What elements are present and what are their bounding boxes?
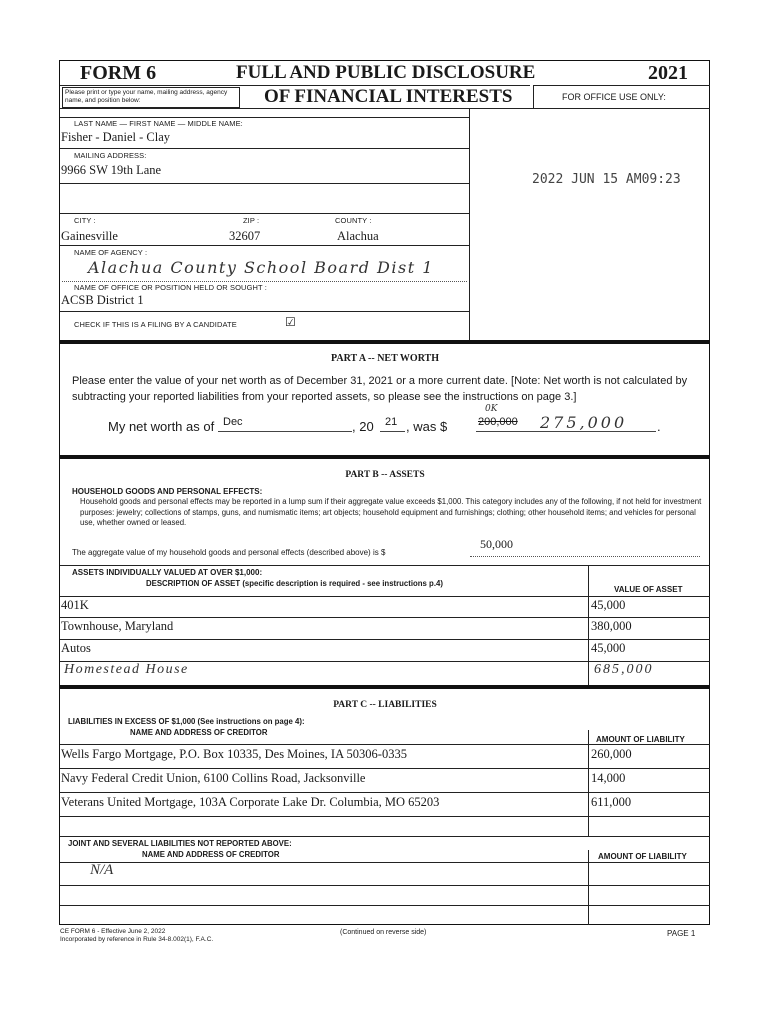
asset-value: 45,000 bbox=[591, 641, 626, 655]
asset-value: 380,000 bbox=[591, 619, 632, 633]
networth-period: . bbox=[657, 419, 661, 434]
aggregate-prefix: The aggregate value of my household goods and personal effects (described above) is $ bbox=[72, 548, 386, 557]
part-b-top-rule bbox=[60, 455, 710, 459]
liability-creditor: Navy Federal Credit Union, 6100 Collins Road, Jacksonville bbox=[61, 771, 366, 785]
liability-amount: 14,000 bbox=[591, 771, 626, 785]
asset-desc: Homestead House bbox=[64, 662, 189, 677]
mailing2-rule bbox=[60, 213, 470, 214]
joint-row2-top bbox=[60, 885, 710, 886]
header-bottom-rule bbox=[60, 108, 710, 109]
name-label: LAST NAME — FIRST NAME — MIDDLE NAME: bbox=[74, 119, 243, 128]
part-c-title: PART C -- LIABILITIES bbox=[333, 700, 437, 710]
zip-label: ZIP : bbox=[243, 216, 260, 225]
county-value: Alachua bbox=[337, 229, 379, 243]
assets-col-divider bbox=[588, 565, 589, 685]
joint-heading: JOINT AND SEVERAL LIABILITIES NOT REPORTED ABOVE: bbox=[68, 839, 292, 848]
networth-amount: 275,000 bbox=[540, 413, 628, 432]
joint-row3-top bbox=[60, 905, 710, 906]
networth-was: , was $ bbox=[406, 419, 448, 434]
household-text: Household goods and personal effects may be reported in a lump sum if their aggregate value exceeds $1,000. This category includes any of the following, if not held for investment purposes: jewelry; collections of stamps, guns, and numismatic items; art objects; household equipment and furnishings; clothing; other household items; and vehicles for personal use, whether owned or leased. bbox=[80, 497, 702, 527]
asset-row1-top bbox=[60, 596, 710, 597]
joint-creditor-header: NAME AND ADDRESS OF CREDITOR bbox=[142, 850, 280, 859]
form-title-line1: FULL AND PUBLIC DISCLOSURE bbox=[236, 62, 536, 83]
asset-desc: 401K bbox=[61, 598, 89, 612]
office-rule bbox=[60, 311, 470, 312]
county-label: COUNTY : bbox=[335, 216, 372, 225]
assets-heading: ASSETS INDIVIDUALLY VALUED AT OVER $1,000: bbox=[72, 568, 263, 577]
candidate-label: CHECK IF THIS IS A FILING BY A CANDIDATE bbox=[74, 320, 237, 329]
asset-value: 45,000 bbox=[591, 598, 626, 612]
name-value: Fisher - Daniel - Clay bbox=[61, 130, 171, 144]
liab-row4-bottom bbox=[60, 836, 710, 837]
asset-row2-top bbox=[60, 617, 710, 618]
zip-value: 32607 bbox=[229, 229, 261, 243]
asset-desc: Autos bbox=[61, 641, 91, 655]
liability-creditor: Veterans United Mortgage, 103A Corporate Lake Dr. Columbia, MO 65203 bbox=[61, 795, 440, 809]
creditor-header: NAME AND ADDRESS OF CREDITOR bbox=[130, 728, 268, 737]
agency-value: Alachua County School Board Dist 1 bbox=[88, 258, 434, 277]
household-heading: HOUSEHOLD GOODS AND PERSONAL EFFECTS: bbox=[72, 487, 263, 496]
networth-year: 21 bbox=[385, 416, 398, 428]
liability-amount: 611,000 bbox=[591, 795, 632, 809]
assets-desc-header: DESCRIPTION OF ASSET (specific description is required - see instructions p.4) bbox=[146, 579, 443, 588]
networth-insert-mark: 0K bbox=[485, 404, 498, 414]
part-a-top-rule bbox=[60, 340, 710, 344]
footer-continued: (Continued on reverse side) bbox=[340, 929, 427, 936]
assets-top-rule bbox=[60, 565, 710, 566]
footer-incorporated: Incorporated by reference in Rule 34-8.002(1), F.A.C. bbox=[60, 936, 214, 943]
networth-month: Dec bbox=[223, 416, 243, 428]
office-box-top bbox=[533, 85, 710, 86]
part-b-title: PART B -- ASSETS bbox=[345, 470, 425, 480]
aggregate-underline bbox=[470, 556, 700, 557]
candidate-checkbox[interactable]: ☑ bbox=[285, 315, 296, 329]
month-underline bbox=[218, 431, 352, 432]
year-underline bbox=[380, 431, 405, 432]
joint-amount-header: AMOUNT OF LIABILITY bbox=[598, 852, 687, 861]
form-label: FORM 6 bbox=[80, 62, 157, 84]
amount-underline bbox=[476, 431, 656, 432]
office-use-label: FOR OFFICE USE ONLY: bbox=[562, 92, 666, 102]
city-rule bbox=[60, 245, 470, 246]
asset-desc: Townhouse, Maryland bbox=[61, 619, 174, 633]
city-value: Gainesville bbox=[61, 229, 118, 243]
office-value: ACSB District 1 bbox=[61, 293, 144, 307]
form-title-line2: OF FINANCIAL INTERESTS bbox=[264, 86, 513, 107]
office-box-left bbox=[533, 85, 534, 108]
networth-struck-value: 200,000 bbox=[478, 416, 518, 428]
city-label: CITY : bbox=[74, 216, 96, 225]
footer-page: PAGE 1 bbox=[667, 929, 696, 938]
mailing-rule bbox=[60, 183, 470, 184]
liability-creditor: Wells Fargo Mortgage, P.O. Box 10335, Des Moines, IA 50306-0335 bbox=[61, 747, 407, 761]
part-a-text: Please enter the value of your net worth as of December 31, 2021 or a more current date. [Note: Net worth is not calculated by subtracting your reported liabilities from your reported assets, so please see the instructions on page 3.] bbox=[72, 375, 688, 403]
mailing-label: MAILING ADDRESS: bbox=[74, 151, 147, 160]
joint-row1-top bbox=[60, 862, 710, 863]
filer-right-rule bbox=[469, 108, 470, 342]
liab-row4-top bbox=[60, 816, 710, 817]
liab-row2-top bbox=[60, 768, 710, 769]
footer-form-id: CE FORM 6 - Effective June 2, 2022 bbox=[60, 928, 166, 935]
liab-row1-top bbox=[60, 744, 710, 745]
networth-year-prefix: , 20 bbox=[352, 419, 374, 434]
liability-amount: 260,000 bbox=[591, 747, 632, 761]
print-instruction: Please print or type your name, mailing address, agency name, and position below: bbox=[62, 87, 240, 108]
aggregate-value: 50,000 bbox=[480, 537, 513, 551]
form-year: 2021 bbox=[648, 62, 688, 84]
assets-value-header: VALUE OF ASSET bbox=[614, 585, 683, 594]
mailing-value: 9966 SW 19th Lane bbox=[61, 163, 162, 177]
office-label: NAME OF OFFICE OR POSITION HELD OR SOUGHT : bbox=[74, 283, 267, 292]
asset-value: 685,000 bbox=[594, 662, 654, 677]
agency-label: NAME OF AGENCY : bbox=[74, 248, 148, 257]
networth-prefix: My net worth as of bbox=[108, 419, 215, 434]
part-a-title: PART A -- NET WORTH bbox=[330, 353, 440, 364]
asset-row3-top bbox=[60, 639, 710, 640]
agency-underline bbox=[62, 281, 467, 282]
liab-row3-top bbox=[60, 792, 710, 793]
filer-top-rule bbox=[60, 117, 470, 118]
name-rule bbox=[60, 148, 470, 149]
received-stamp: 2022 JUN 15 AM09:23 bbox=[532, 172, 681, 187]
amount-header: AMOUNT OF LIABILITY bbox=[596, 735, 685, 744]
liab-col-divider bbox=[588, 730, 589, 836]
joint-creditor: N/A bbox=[90, 862, 114, 878]
liabilities-heading: LIABILITIES IN EXCESS OF $1,000 (See instructions on page 4): bbox=[68, 717, 305, 726]
part-c-top-rule bbox=[60, 685, 710, 689]
